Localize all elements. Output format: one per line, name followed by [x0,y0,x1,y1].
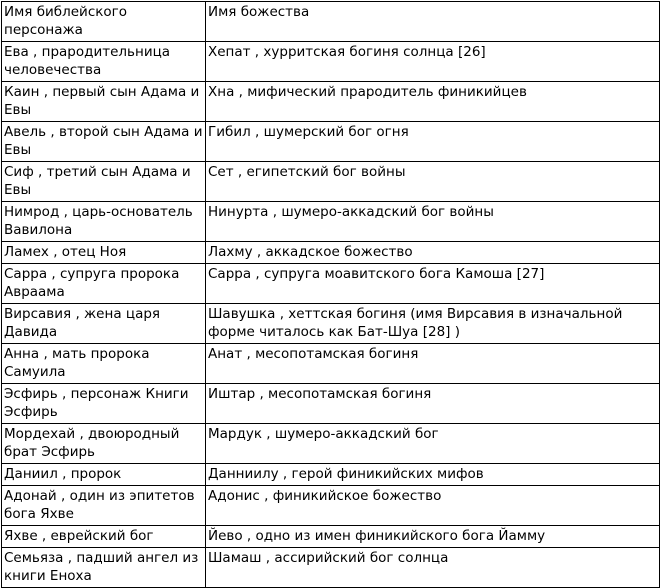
deity-name-cell: Хепат , хурритская богиня солнца [26] [206,42,660,82]
table-row [2,264,660,304]
table-row [2,526,660,548]
biblical-name-cell: Даниил , пророк [2,464,206,486]
deity-name-cell: Хна , мифический прародитель финикийцев [206,82,660,122]
deity-name-cell: Гибил , шумерский бог огня [206,122,660,162]
biblical-name-cell: Нимрод , царь-основатель Вавилона [2,202,206,242]
biblical-name-cell: Каин , первый сын Адама и Евы [2,82,206,122]
deity-name-cell: Сет , египетский бог войны [206,162,660,202]
biblical-name-cell: Адонай , один из эпитетов бога Яхве [2,486,206,526]
deity-name-cell: Иштар , месопотамская богиня [206,384,660,424]
table-row [2,548,660,588]
table-row [2,344,660,384]
table-row [2,162,660,202]
biblical-name-cell: Анна , мать пророка Самуила [2,344,206,384]
table-row [2,424,660,464]
table-row [2,486,660,526]
table-row [2,384,660,424]
table-body [2,42,660,588]
table-row [2,82,660,122]
deity-name-cell: Адонис , финикийское божество [206,486,660,526]
deity-name-cell: Анат , месопотамская богиня [206,344,660,384]
deity-name-cell: Данниилу , герой финикийских мифов [206,464,660,486]
biblical-name-cell: Мордехай , двоюродный брат Эсфирь [2,424,206,464]
deity-name-cell: Мардук , шумеро-аккадский бог [206,424,660,464]
table-row [2,202,660,242]
table-row [2,242,660,264]
biblical-name-cell: Ева , прародительница человечества [2,42,206,82]
bible-deity-correspondence-table [1,1,660,588]
deity-name-cell: Сарра , супруга моавитского бога Камоша [27] [206,264,660,304]
deity-name-cell: Нинурта , шумеро-аккадский бог войны [206,202,660,242]
biblical-name-cell: Ламех , отец Ноя [2,242,206,264]
deity-name-cell: Йево , одно из имен финикийского бога Йамму [206,526,660,548]
deity-name-cell: Шавушка , хеттская богиня (имя Вирсавия в изначальной форме читалось как Бат-Шуа [28] ) [206,304,660,344]
biblical-name-cell: Семьяза , падший ангел из книги Еноха [2,548,206,588]
table-row [2,122,660,162]
column-header-biblical-name: Имя библейского персонажа [2,2,206,42]
header-row [2,2,660,42]
biblical-name-cell: Сарра , супруга пророка Авраама [2,264,206,304]
biblical-name-cell: Яхве , еврейский бог [2,526,206,548]
deity-name-cell: Лахму , аккадское божество [206,242,660,264]
table-row [2,304,660,344]
deity-name-cell: Шамаш , ассирийский бог солнца [206,548,660,588]
biblical-name-cell: Эсфирь , персонаж Книги Эсфирь [2,384,206,424]
table-row [2,42,660,82]
biblical-name-cell: Вирсавия , жена царя Давида [2,304,206,344]
biblical-name-cell: Сиф , третий сын Адама и Евы [2,162,206,202]
table-row [2,464,660,486]
column-header-deity-name: Имя божества [206,2,660,42]
biblical-name-cell: Авель , второй сын Адама и Евы [2,122,206,162]
table-header [2,2,660,42]
